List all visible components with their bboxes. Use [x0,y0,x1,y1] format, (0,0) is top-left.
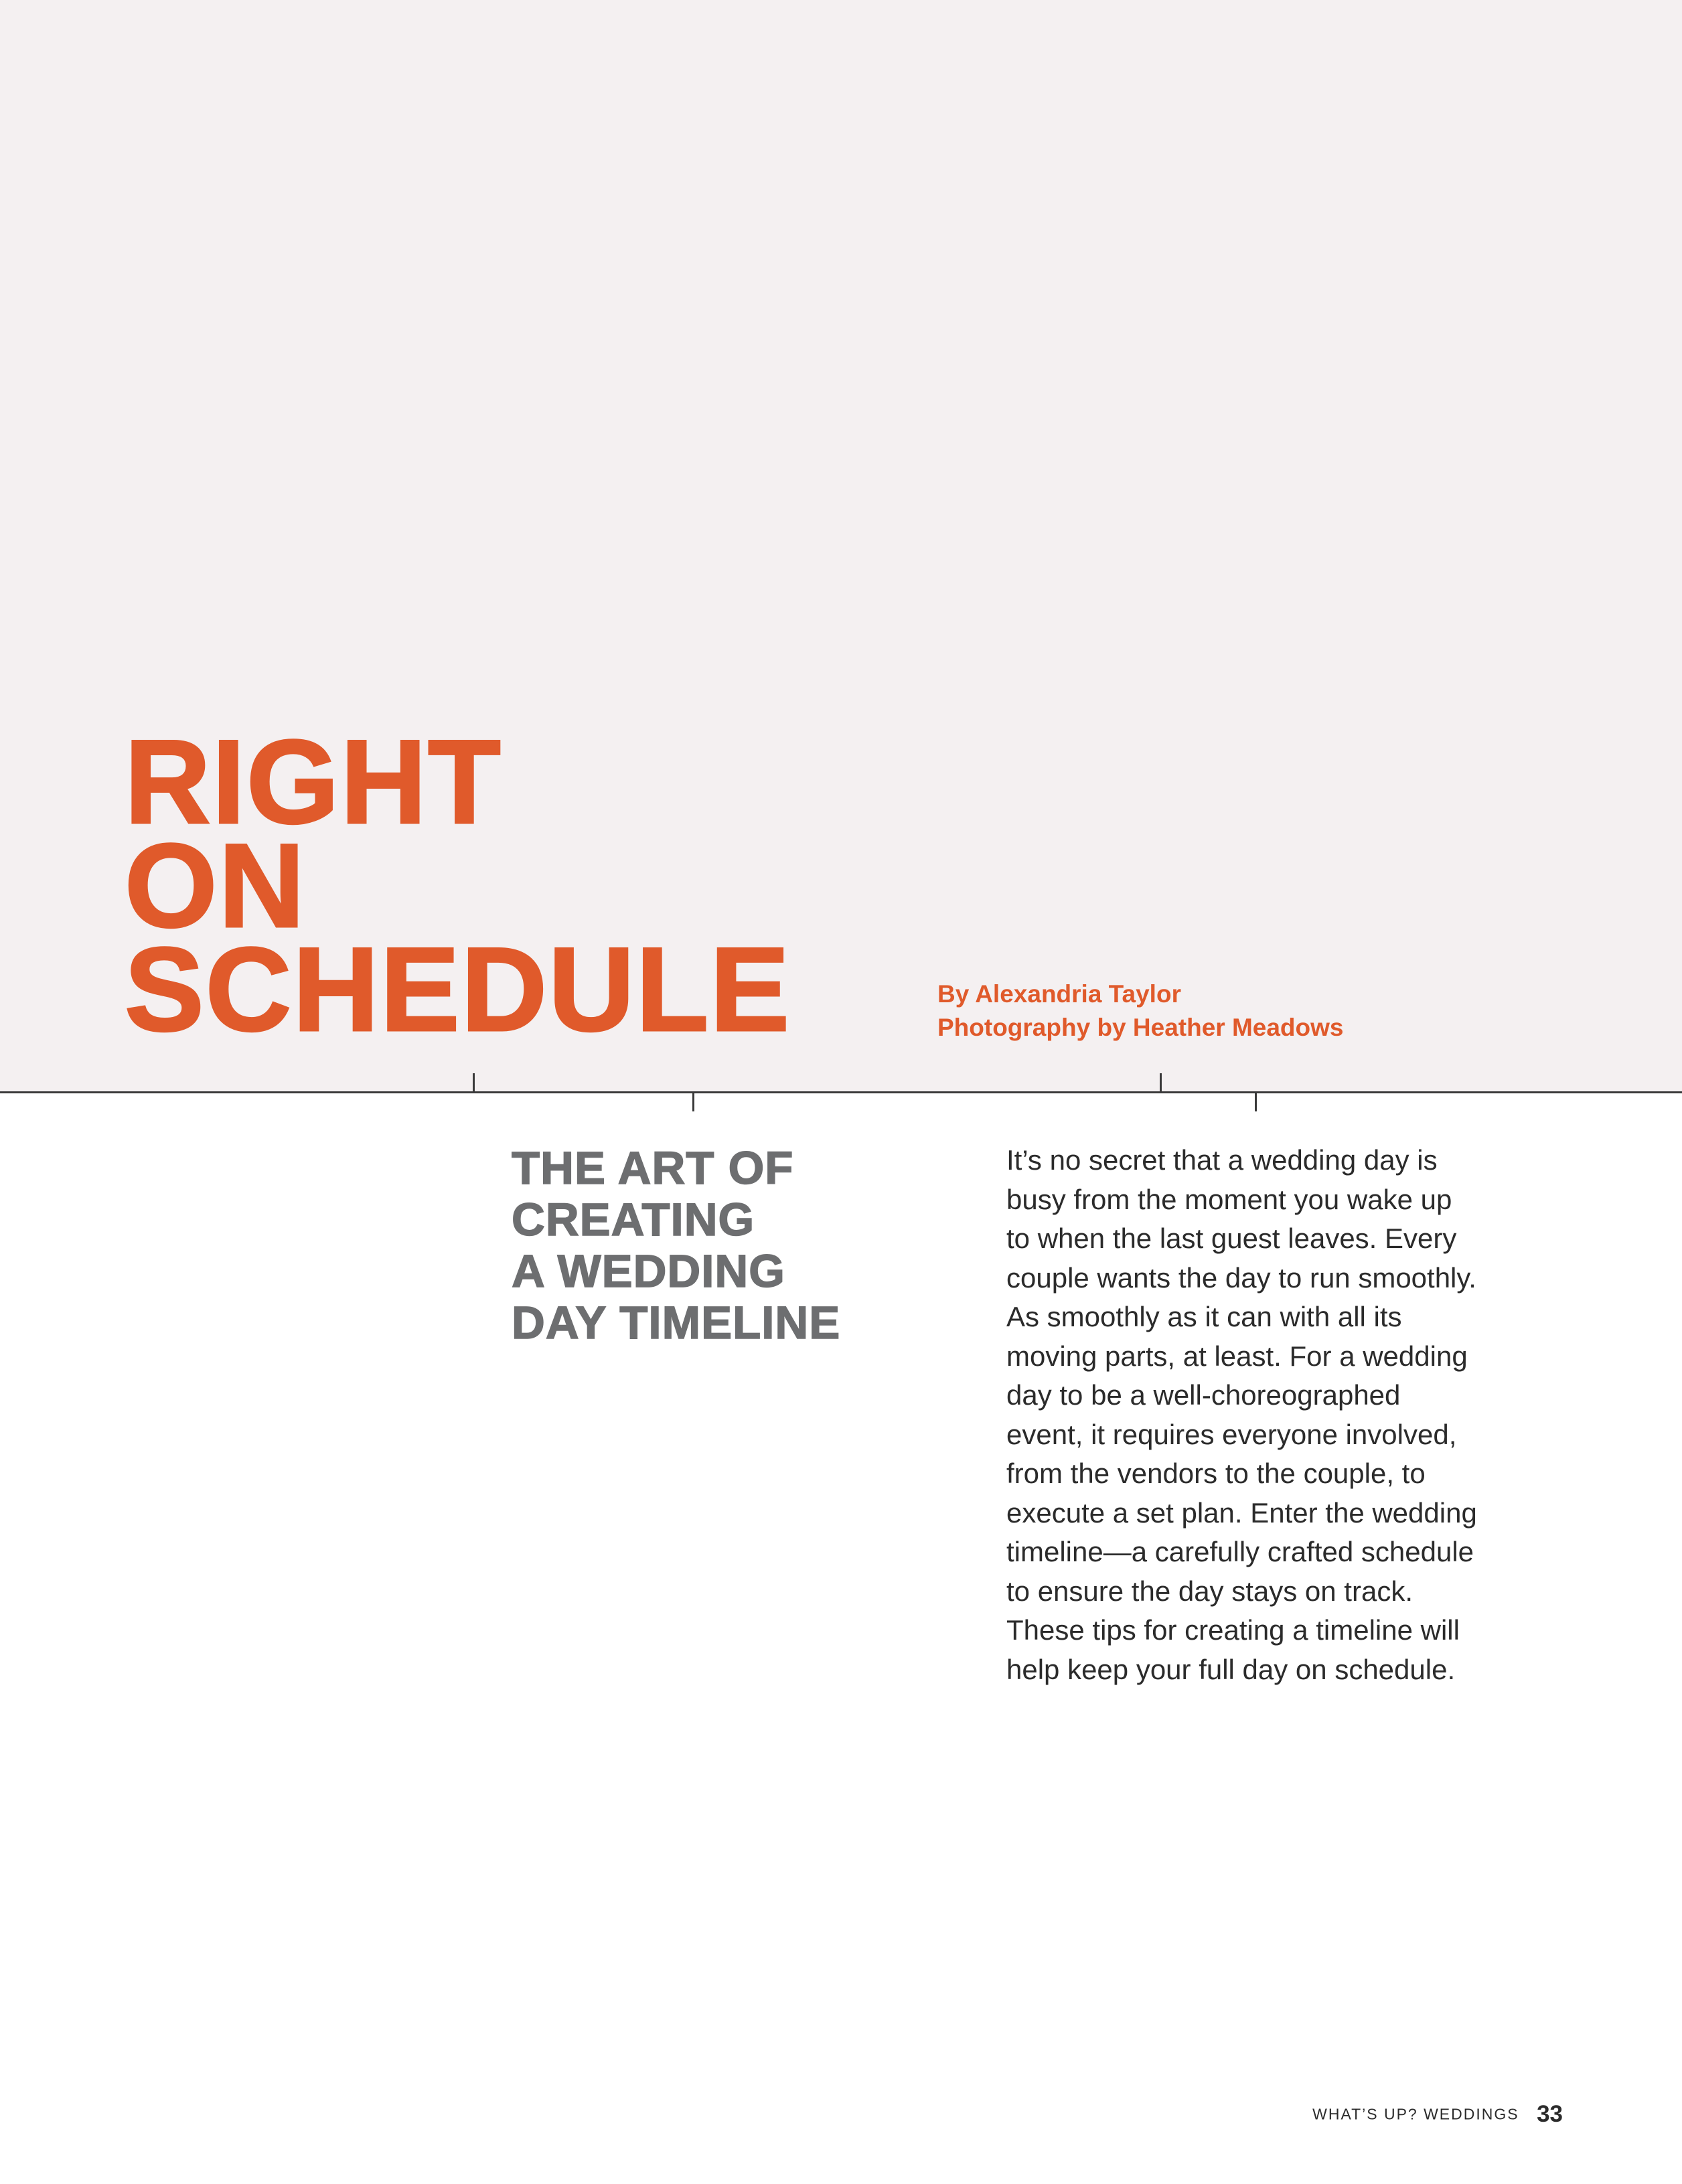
timeline-tick [1160,1073,1162,1092]
body-line: help keep your full day on schedule. [1006,1653,1456,1685]
body-line: day to be a well-choreographed [1006,1379,1401,1411]
article-title [125,715,791,1056]
subtitle-line: A WEDDING [512,1245,785,1297]
publication-name: WHAT’S UP? WEDDINGS [1312,2105,1519,2123]
timeline-tick [1255,1093,1257,1111]
timeline-tick [692,1093,694,1111]
photo-credit: Photography by Heather Meadows [937,1014,1344,1041]
body-line: execute a set plan. Enter the wedding [1006,1496,1477,1529]
article-subtitle [512,1142,840,1348]
timeline-rule [0,1091,1682,1093]
body-line: As smoothly as it can with all its [1006,1301,1402,1332]
byline: By Alexandria Taylor [937,980,1181,1008]
article-credits [937,978,1344,1044]
body-line: It’s no secret that a wedding day is [1006,1144,1438,1176]
title-line: RIGHT [125,715,502,848]
subtitle-line: THE ART OF [512,1142,794,1194]
body-line: event, it requires everyone involved, [1006,1418,1457,1450]
body-line: moving parts, at least. For a wedding [1006,1340,1468,1372]
title-line: ON [125,819,306,952]
body-line: timeline—a carefully crafted schedule [1006,1536,1474,1567]
timeline-tick [473,1073,475,1092]
intro-paragraph [1006,1141,1535,1689]
subtitle-line: DAY TIMELINE [512,1297,841,1348]
body-line: couple wants the day to run smoothly. [1006,1261,1476,1294]
body-line: from the vendors to the couple, to [1006,1458,1426,1489]
body-line: busy from the moment you wake up [1006,1183,1452,1215]
body-line: to ensure the day stays on track. [1006,1575,1413,1607]
body-line: These tips for creating a timeline will [1006,1614,1460,1646]
page-footer [1312,2101,1563,2128]
title-line: SCHEDULE [125,923,791,1056]
body-line: to when the last guest leaves. Every [1006,1223,1457,1254]
page-number: 33 [1537,2101,1563,2127]
subtitle-line: CREATING [512,1194,755,1245]
